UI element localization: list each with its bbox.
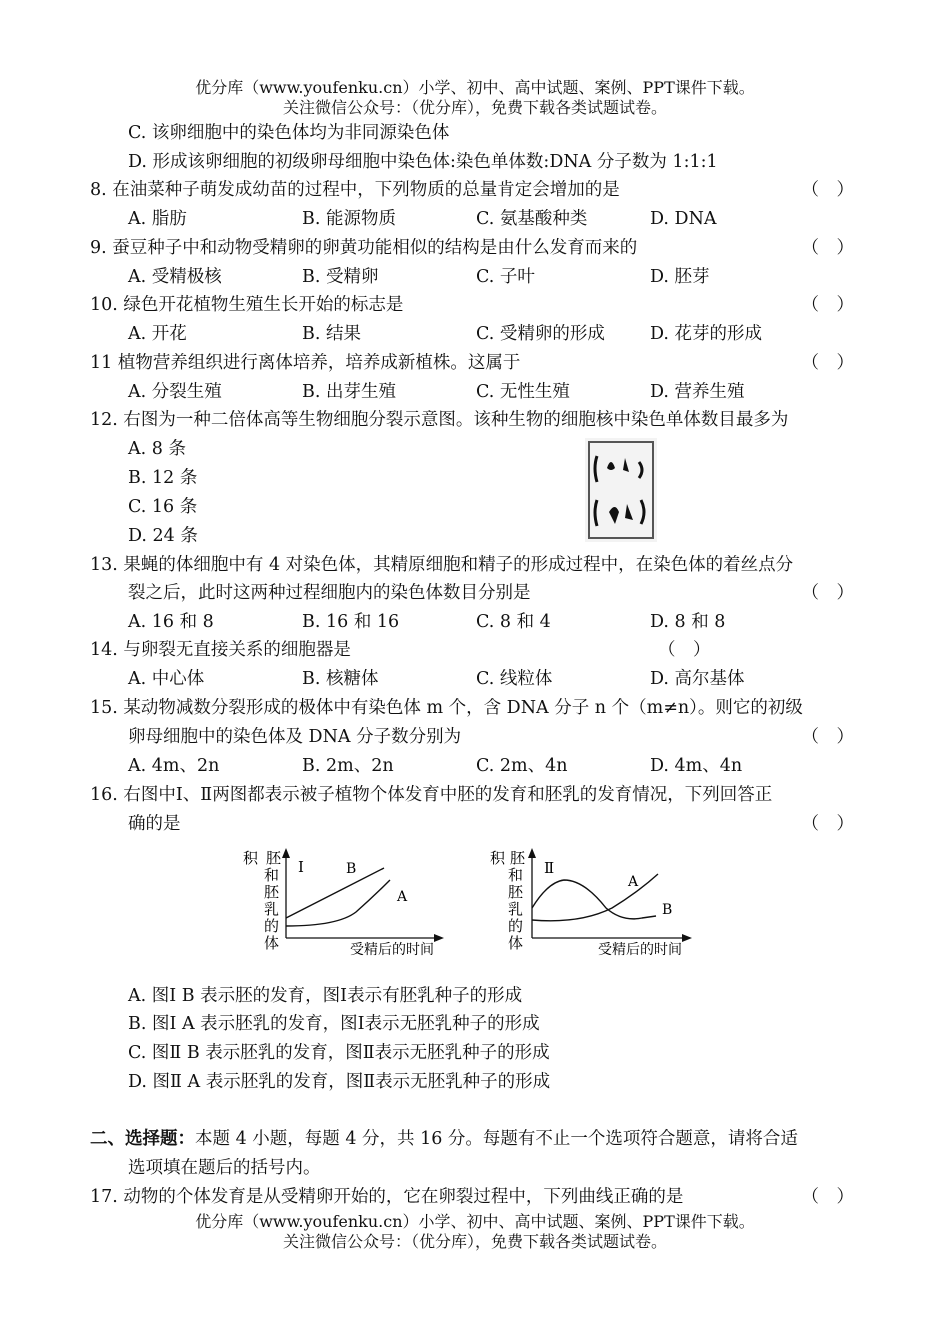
q10-option-c: C. 受精卵的形成 <box>476 324 605 344</box>
q13-stem-line2: 裂之后，此时这两种过程细胞内的染色体数目分别是 <box>128 583 531 603</box>
q15-option-a: A. 4m、2n <box>128 756 220 776</box>
q13-option-b: B. 16 和 16 <box>302 612 400 632</box>
q16-stem-line2: 确的是 <box>128 814 181 834</box>
q12-stem: 12. 右图为一种二倍体高等生物细胞分裂示意图。该种生物的细胞核中染色单体数目最多为 <box>90 410 789 430</box>
graph-i-ylabel-2: 胚 <box>264 883 280 901</box>
q9-option-a: A. 受精极核 <box>128 267 222 287</box>
q16-answer-paren: （ ） <box>801 814 854 834</box>
q17-stem: 17. 动物的个体发育是从受精卵开始的，它在卵裂过程中，下列曲线正确的是 <box>90 1187 684 1207</box>
graph-i <box>238 846 453 958</box>
graph-i-xlabel: 受精后的时间 <box>350 942 434 958</box>
q8-option-c: C. 氨基酸种类 <box>476 209 588 229</box>
q9-option-b: B. 受精卵 <box>302 267 379 287</box>
q13-option-c: C. 8 和 4 <box>476 612 551 632</box>
q14-option-c: C. 线粒体 <box>476 669 553 689</box>
graph-i-ylabel-3: 乳 <box>264 900 280 918</box>
q13-option-d: D. 8 和 8 <box>650 612 726 632</box>
q8-option-d: D. DNA <box>650 209 717 229</box>
q16-option-a: A. 图Ⅰ B 表示胚的发育，图Ⅰ表示有胚乳种子的形成 <box>128 986 523 1006</box>
q12-option-a: A. 8 条 <box>128 439 186 459</box>
page-footer-line1: 优分库（www.youfenku.cn）小学、初中、高中试题、案例、PPT课件下载。 <box>195 1212 755 1231</box>
q10-stem: 10. 绿色开花植物生殖生长开始的标志是 <box>90 295 404 315</box>
section2-heading <box>90 1127 862 1151</box>
graph-i-ylabel-0: 积 <box>243 849 259 867</box>
graph-ii-curve-rising <box>532 874 658 921</box>
graph-ii <box>488 846 703 958</box>
graph-ii-ylabel-top: 胚 <box>510 849 526 867</box>
section2-text-line2: 选项填在题后的括号内。 <box>128 1158 321 1178</box>
graph-ii-ylabel-3: 乳 <box>508 900 524 918</box>
q15-answer-paren: （ ） <box>801 727 854 747</box>
q14-option-d: D. 高尔基体 <box>650 669 745 689</box>
page-header-line1: 优分库（www.youfenku.cn）小学、初中、高中试题、案例、PPT课件下载。 <box>195 78 755 97</box>
page-footer-line2: 关注微信公众号：（优分库），免费下载各类试题试卷。 <box>282 1232 667 1251</box>
q14-answer-paren: （ ） <box>658 640 711 660</box>
graph-i-ylabel-4: 的 <box>264 917 280 935</box>
q8-stem: 8. 在油菜种子萌发成幼苗的过程中，下列物质的总量肯定会增加的是 <box>90 180 620 200</box>
q15-stem-line2: 卵母细胞中的染色体及 DNA 分子数分别为 <box>128 727 462 747</box>
page-header-line2: 关注微信公众号：（优分库），免费下载各类试题试卷。 <box>282 98 667 117</box>
q16-option-c: C. 图Ⅱ B 表示胚乳的发育，图Ⅱ表示无胚乳种子的形成 <box>128 1043 550 1063</box>
q11-option-d: D. 营养生殖 <box>650 382 745 402</box>
q7-option-c: C. 该卵细胞中的染色体均为非同源染色体 <box>128 123 450 143</box>
cell-division-figure <box>585 438 657 542</box>
q12-option-c: C. 16 条 <box>128 497 198 517</box>
q14-stem: 14. 与卵裂无直接关系的细胞器是 <box>90 640 351 660</box>
graph-ii-ylabel-2: 胚 <box>508 883 524 901</box>
section2-text-line1: 本题 4 小题，每题 4 分，共 16 分。每题有不止一个选项符合题意，请将合适 <box>195 1129 798 1149</box>
q11-option-b: B. 出芽生殖 <box>302 382 396 402</box>
q15-option-b: B. 2m、2n <box>302 756 394 776</box>
q16-option-d: D. 图Ⅱ A 表示胚乳的发育，图Ⅱ表示无胚乳种子的形成 <box>128 1072 551 1092</box>
graph-ii-curve-a-label: A <box>628 874 639 890</box>
q8-option-b: B. 能源物质 <box>302 209 396 229</box>
q10-option-d: D. 花芽的形成 <box>650 324 763 344</box>
q10-answer-paren: （ ） <box>801 295 854 315</box>
graph-i-curve-b-label: B <box>346 861 357 877</box>
q8-answer-paren: （ ） <box>801 180 854 200</box>
q10-option-b: B. 结果 <box>302 324 361 344</box>
q13-stem-line1: 13. 果蝇的体细胞中有 4 对染色体，其精原细胞和精子的形成过程中，在染色体的着丝点分 <box>90 555 794 575</box>
q16-stem-line1: 16. 右图中Ⅰ、Ⅱ两图都表示被子植物个体发育中胚的发育和胚乳的发育情况，下列回答正 <box>90 785 773 805</box>
q14-option-a: A. 中心体 <box>128 669 205 689</box>
q13-answer-paren: （ ） <box>801 583 854 603</box>
graph-ii-ylabel-5: 体 <box>508 934 524 952</box>
graph-i-ylabel-5: 体 <box>264 934 280 952</box>
q8-option-a: A. 脂肪 <box>128 209 187 229</box>
q15-option-c: C. 2m、4n <box>476 756 568 776</box>
q15-stem-line1: 15. 某动物减数分裂形成的极体中有染色体 m 个，含 DNA 分子 n 个（m≠n）。则它的初级 <box>90 698 803 718</box>
q16-option-b: B. 图Ⅰ A 表示胚乳的发育，图Ⅰ表示无胚乳种子的形成 <box>128 1014 540 1034</box>
graph-i-curve-a-label: A <box>397 889 408 905</box>
graph-ii-ylabel-0: 积 <box>490 849 506 867</box>
q11-option-a: A. 分裂生殖 <box>128 382 222 402</box>
q11-option-c: C. 无性生殖 <box>476 382 570 402</box>
graph-ii-xlabel: 受精后的时间 <box>598 942 682 958</box>
graph-i-title: Ⅰ <box>298 858 304 876</box>
q15-option-d: D. 4m、4n <box>650 756 743 776</box>
q9-answer-paren: （ ） <box>801 238 854 258</box>
graph-ii-ylabel-4: 的 <box>508 917 524 935</box>
graph-ii-ylabel-1: 和 <box>508 866 524 884</box>
section2-title: 二、选择题： <box>90 1129 195 1149</box>
graph-ii-curve-b-label: B <box>662 902 673 918</box>
graph-ii-title: Ⅱ <box>544 859 555 877</box>
q9-option-d: D. 胚芽 <box>650 267 710 287</box>
q17-answer-paren: （ ） <box>801 1187 854 1207</box>
graph-i-ylabel-top: 胚 <box>266 849 282 867</box>
q11-answer-paren: （ ） <box>801 353 854 373</box>
q14-option-b: B. 核糖体 <box>302 669 379 689</box>
q12-option-d: D. 24 条 <box>128 526 198 546</box>
graph-i-ylabel-1: 和 <box>264 866 280 884</box>
q9-option-c: C. 子叶 <box>476 267 535 287</box>
graph-i-curve-a <box>286 880 390 926</box>
q11-stem: 11 植物营养组织进行离体培养，培养成新植株。这属于 <box>90 353 521 373</box>
q7-option-d: D. 形成该卵细胞的初级卵母细胞中染色体:染色单体数:DNA 分子数为 1:1:1 <box>128 152 718 172</box>
q13-option-a: A. 16 和 8 <box>128 612 214 632</box>
q12-option-b: B. 12 条 <box>128 468 198 488</box>
q10-option-a: A. 开花 <box>128 324 187 344</box>
q9-stem: 9. 蚕豆种子中和动物受精卵的卵黄功能相似的结构是由什么发育而来的 <box>90 238 638 258</box>
